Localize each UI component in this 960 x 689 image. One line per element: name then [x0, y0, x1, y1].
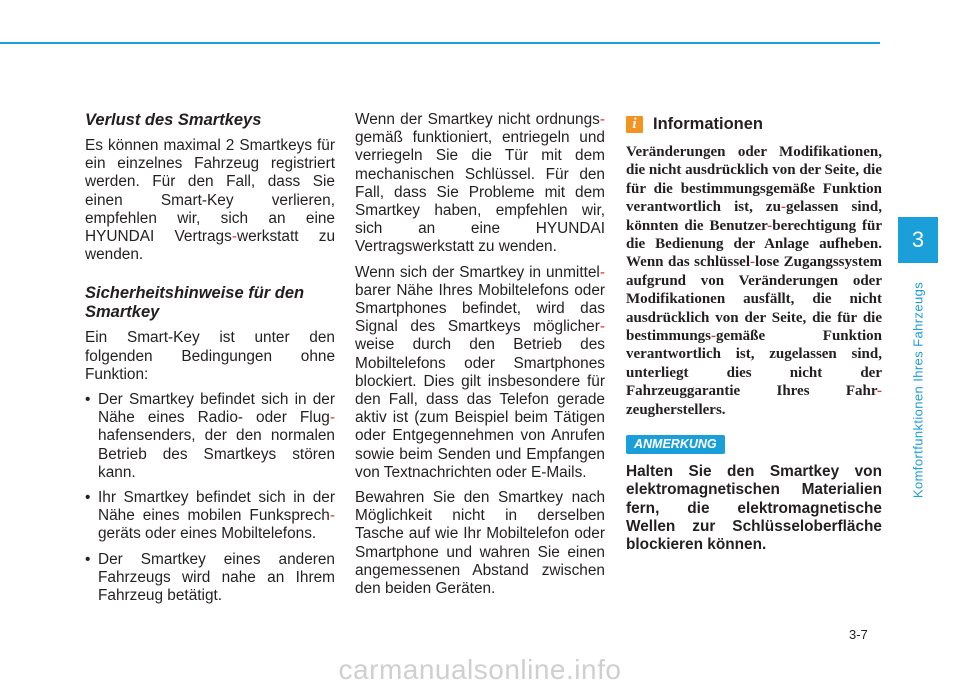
heading-safety-notes: Sicherheitshinweise für den Smartkey [85, 284, 305, 322]
column-1 [85, 111, 335, 612]
header-rule [0, 42, 880, 44]
bullet-icon: • [85, 391, 91, 409]
column-3 [626, 111, 882, 554]
list-item: • Der Smartkey eines anderen Fahrzeugs wird nahe an Ihrem Fahrzeug betätigt. [85, 550, 335, 605]
list-item: • Ihr Smartkey befindet sich in der Nähe eines mobilen Funksprech-geräts oder eines Mobiltelefons. [85, 489, 335, 543]
info-text: Veränderungen oder Modifikationen, die nicht ausdrücklich von der Seite, die für die bestimmungsgemäße Funktion verantwortlich ist, zu-gelassen sind, könnten die Benutzer-berechtigung für die Bedienung der Anlage aufheben. Wenn das schlüssel-lose Zugangssystem aufgrund von Veränderungen oder Modifikationen ausfällt, die nicht ausdrücklich von der Seite, die für die bestimmungs-gemäße Funktion verantwortlich ist, zugelassen sind, unterliegt dies nicht der Fahrzeuggarantie Ihres Fahr-zeugherstellers. [626, 144, 883, 418]
storage-advice-text: Bewahren Sie den Smartkey nach Möglichkeit nicht in derselben Tasche auf wie Ihr Mobiltelefon oder Smartphone und wahren Sie einen angemessenen Abstand zwischen den beiden Geräten. [355, 489, 605, 598]
note-badge: ANMERKUNG [626, 435, 725, 454]
phone-interference-text: Wenn sich der Smartkey in unmittel-barer Nähe Ihres Mobiltelefons oder Smartphones befindet, wird das Signal des Smartkeys möglicher-weise durch den Betrieb des Mobiltelefons oder Smartphones blockiert. Dies gilt insbesondere für den Fall, dass das Telefon gerade aktiv ist (zum Beispiel beim Tätigen oder Entgegennehmen von Anrufen sowie beim Senden und Empfangen von Textnachrichten oder E-Mails. [355, 263, 605, 481]
watermark: carmanualsonline.info [338, 654, 622, 685]
page-number: 3-7 [849, 627, 868, 642]
note-text: Halten Sie den Smartkey von elektromagnetischen Materialien fern, die elektromagnetische Wellen zur Schlüsseloberfläche blockieren können. [626, 463, 882, 553]
heading-lost-smartkey: Verlust des Smartkeys [85, 111, 262, 129]
soft-hyphen: - [231, 228, 237, 246]
chapter-tab: 3 [898, 217, 938, 263]
malfunction-text: Wenn der Smartkey nicht ordnungs-gemäß funktioniert, entriegeln und verriegeln Sie die Tür mit dem mechanischen Schlüssel. Für den Fall, dass Sie Probleme mit dem Smartkey haben, empfehlen wir, sich an eine HYUNDAI Vertragswerkstatt zu wenden. [355, 111, 605, 256]
condition-list [85, 391, 335, 605]
safety-intro-text: Ein Smart-Key ist unter den folgenden Bedingungen ohne Funktion: [85, 329, 335, 383]
list-item: • Der Smartkey befindet sich in der Nähe eines Radio- oder Flug-hafensenders, der den normalen Betrieb des Smartkeys stören kann. [85, 391, 335, 481]
bullet-icon: • [85, 489, 91, 507]
info-header [626, 112, 882, 136]
column-2 [355, 111, 605, 598]
info-title: Informationen [653, 114, 763, 133]
info-icon: i [626, 116, 643, 133]
chapter-label: Komfortfunktionen Ihres Fahrzeugs [910, 281, 926, 499]
bullet-icon: • [85, 550, 91, 568]
lost-smartkey-text: Es können maximal 2 Smartkeys für ein einzelnes Fahrzeug registriert werden. Für den Fall, dass Sie einen Smart-Key verlieren, empfehlen wir, sich an eine HYUNDAI Vertrags-werkstatt zu wenden. [85, 137, 336, 264]
